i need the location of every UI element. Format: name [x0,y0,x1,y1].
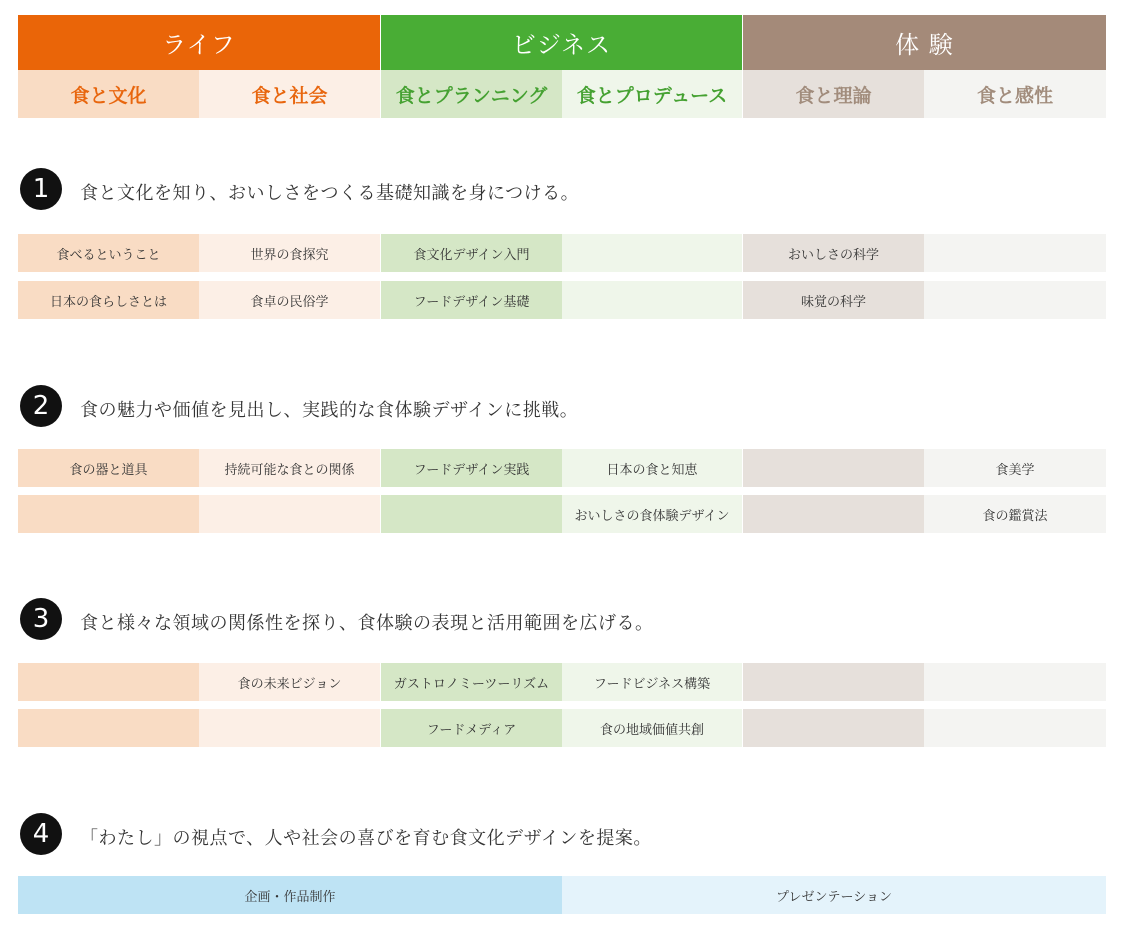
course-cell: 日本の食と知恵 [562,449,742,487]
subcategory-food-sensibility: 食と感性 [924,70,1106,118]
step-number-3: 3 [20,598,62,640]
course-cell [924,663,1106,701]
course-cell [743,449,924,487]
course-cell [381,495,562,533]
course-cell: フードビジネス構築 [562,663,742,701]
step-2-course-grid [0,449,1124,535]
course-cell [562,234,742,272]
course-cell: 食美学 [924,449,1106,487]
course-cell [199,709,380,747]
course-cell: 食べるということ [18,234,199,272]
course-cell [743,709,924,747]
category-experience: 体 験 [743,15,1106,70]
subcategory-food-theory: 食と理論 [743,70,924,118]
wide-cell-planning-production: 企画・作品制作 [18,876,562,914]
step-number-4: 4 [20,813,62,855]
course-cell [18,709,199,747]
course-cell: 食の未来ビジョン [199,663,380,701]
step-heading-4: 「わたし」の視点で、人や社会の喜びを育む食文化デザインを提案。 [80,828,652,849]
course-cell: 食の地域価値共創 [562,709,742,747]
category-business: ビジネス [381,15,742,70]
subcategory-food-planning: 食とプランニング [381,70,562,118]
course-cell: フードデザイン基礎 [381,281,562,319]
course-cell: 食卓の民俗学 [199,281,380,319]
step-heading-2: 食の魅力や価値を見出し、実践的な食体験デザインに挑戦。 [80,400,579,421]
course-cell: 持続可能な食との関係 [199,449,380,487]
subcategory-food-society: 食と社会 [199,70,380,118]
category-life: ライフ [18,15,380,70]
subcategory-food-produce: 食とプロデュース [562,70,742,118]
step-1-course-grid [0,234,1124,320]
step-heading-3: 食と様々な領域の関係性を探り、食体験の表現と活用範囲を広げる。 [80,613,654,634]
course-cell: 世界の食探究 [199,234,380,272]
course-cell [562,281,742,319]
course-cell [743,495,924,533]
course-cell: ガストロノミーツーリズム [381,663,562,701]
course-cell [924,281,1106,319]
course-cell: 食文化デザイン入門 [381,234,562,272]
course-cell: フードメディア [381,709,562,747]
course-cell: おいしさの科学 [743,234,924,272]
course-cell: 食の鑑賞法 [924,495,1106,533]
course-cell: フードデザイン実践 [381,449,562,487]
course-cell [18,495,199,533]
step-number-1: 1 [20,168,62,210]
step-3-course-grid [0,663,1124,749]
course-cell [18,663,199,701]
course-cell [199,495,380,533]
course-cell: 食の器と道具 [18,449,199,487]
subcategory-food-culture: 食と文化 [18,70,199,118]
wide-cell-presentation: プレゼンテーション [562,876,1106,914]
course-cell [924,709,1106,747]
course-cell: 日本の食らしさとは [18,281,199,319]
step-heading-1: 食と文化を知り、おいしさをつくる基礎知識を身につける。 [80,183,580,204]
step-number-2: 2 [20,385,62,427]
course-cell: 味覚の科学 [743,281,924,319]
course-cell [743,663,924,701]
course-cell [924,234,1106,272]
course-cell: おいしさの食体験デザイン [562,495,742,533]
